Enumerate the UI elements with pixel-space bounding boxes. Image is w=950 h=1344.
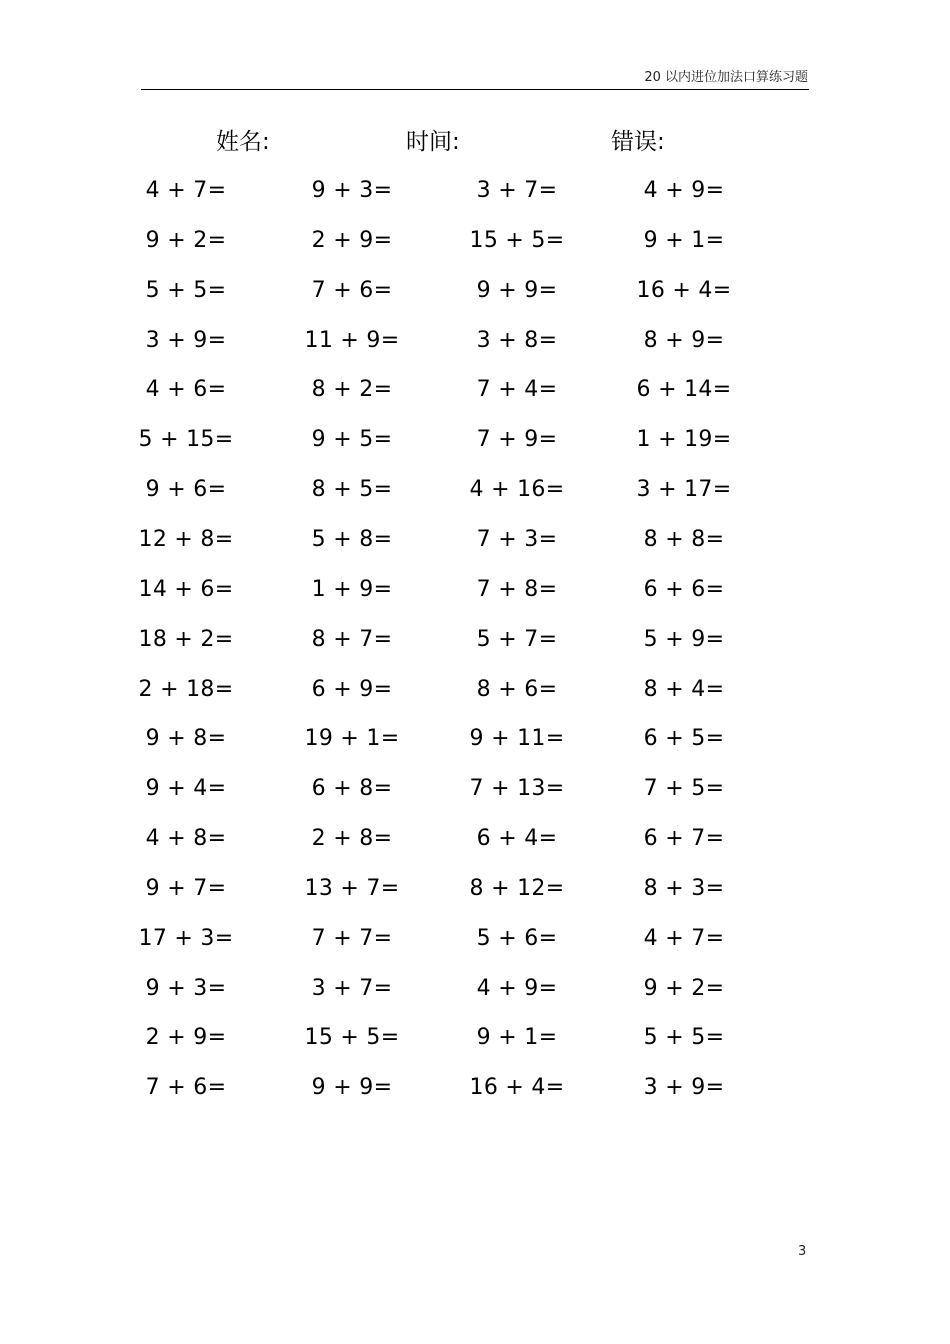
problem-item: 3 + 17=: [636, 477, 732, 502]
problem-item: 5 + 5=: [643, 1025, 725, 1050]
problem-item: 9 + 8=: [145, 726, 227, 751]
problem-item: 3 + 7=: [476, 178, 558, 203]
problem-item: 4 + 9=: [643, 178, 725, 203]
problem-item: 8 + 12=: [469, 876, 565, 901]
page-number: 3: [798, 1244, 807, 1259]
problem-item: 4 + 9=: [476, 976, 558, 1001]
problem-item: 4 + 16=: [469, 477, 565, 502]
problem-item: 9 + 3=: [311, 178, 393, 203]
problem-item: 7 + 5=: [643, 776, 725, 801]
problem-item: 12 + 8=: [138, 527, 234, 552]
problem-item: 9 + 2=: [145, 228, 227, 253]
problem-item: 5 + 5=: [145, 278, 227, 303]
problem-item: 9 + 9=: [476, 278, 558, 303]
errors-label: 错误:: [611, 129, 665, 155]
problem-item: 18 + 2=: [138, 627, 234, 652]
problem-item: 15 + 5=: [469, 228, 565, 253]
problem-item: 8 + 9=: [643, 328, 725, 353]
problem-item: 4 + 7=: [643, 926, 725, 951]
problem-item: 5 + 7=: [476, 627, 558, 652]
time-label: 时间:: [406, 129, 460, 155]
problem-item: 6 + 9=: [311, 677, 393, 702]
problem-item: 7 + 3=: [476, 527, 558, 552]
problem-item: 2 + 9=: [311, 228, 393, 253]
problem-item: 4 + 6=: [145, 377, 227, 402]
problem-item: 9 + 9=: [311, 1075, 393, 1100]
problem-item: 4 + 8=: [145, 826, 227, 851]
problem-item: 5 + 9=: [643, 627, 725, 652]
problem-item: 9 + 5=: [311, 427, 393, 452]
problem-item: 5 + 15=: [138, 427, 234, 452]
problem-item: 4 + 7=: [145, 178, 227, 203]
problem-item: 6 + 4=: [476, 826, 558, 851]
problem-item: 14 + 6=: [138, 577, 234, 602]
problem-item: 6 + 5=: [643, 726, 725, 751]
problem-item: 3 + 8=: [476, 328, 558, 353]
problem-item: 9 + 4=: [145, 776, 227, 801]
problem-item: 6 + 14=: [636, 377, 732, 402]
problem-item: 7 + 8=: [476, 577, 558, 602]
problem-item: 2 + 18=: [138, 677, 234, 702]
problem-item: 3 + 9=: [643, 1075, 725, 1100]
problem-item: 7 + 4=: [476, 377, 558, 402]
problem-item: 9 + 7=: [145, 876, 227, 901]
problem-item: 6 + 8=: [311, 776, 393, 801]
problem-item: 5 + 6=: [476, 926, 558, 951]
problem-item: 3 + 7=: [311, 976, 393, 1001]
problem-item: 1 + 9=: [311, 577, 393, 602]
problem-item: 11 + 9=: [304, 328, 400, 353]
problem-item: 9 + 1=: [476, 1025, 558, 1050]
problem-item: 7 + 6=: [145, 1075, 227, 1100]
problem-item: 2 + 8=: [311, 826, 393, 851]
problem-item: 3 + 9=: [145, 328, 227, 353]
problem-item: 9 + 2=: [643, 976, 725, 1001]
problem-item: 16 + 4=: [636, 278, 732, 303]
problem-item: 9 + 6=: [145, 477, 227, 502]
problem-item: 5 + 8=: [311, 527, 393, 552]
name-label: 姓名:: [216, 129, 270, 155]
problem-item: 8 + 8=: [643, 527, 725, 552]
problem-item: 7 + 9=: [476, 427, 558, 452]
problem-item: 7 + 7=: [311, 926, 393, 951]
problem-item: 9 + 1=: [643, 228, 725, 253]
problem-item: 8 + 7=: [311, 627, 393, 652]
problem-item: 6 + 7=: [643, 826, 725, 851]
problem-item: 16 + 4=: [469, 1075, 565, 1100]
problem-item: 8 + 3=: [643, 876, 725, 901]
problem-item: 6 + 6=: [643, 577, 725, 602]
problem-item: 9 + 3=: [145, 976, 227, 1001]
problem-item: 19 + 1=: [304, 726, 400, 751]
problem-item: 8 + 2=: [311, 377, 393, 402]
problem-item: 17 + 3=: [138, 926, 234, 951]
problem-item: 15 + 5=: [304, 1025, 400, 1050]
problem-item: 1 + 19=: [636, 427, 732, 452]
problem-item: 7 + 6=: [311, 278, 393, 303]
problem-item: 8 + 5=: [311, 477, 393, 502]
problem-item: 2 + 9=: [145, 1025, 227, 1050]
problem-item: 8 + 6=: [476, 677, 558, 702]
problem-item: 13 + 7=: [304, 876, 400, 901]
problem-item: 9 + 11=: [469, 726, 565, 751]
problem-item: 8 + 4=: [643, 677, 725, 702]
problem-item: 7 + 13=: [469, 776, 565, 801]
page-header-title: 20 以内进位加法口算练习题: [644, 70, 808, 85]
